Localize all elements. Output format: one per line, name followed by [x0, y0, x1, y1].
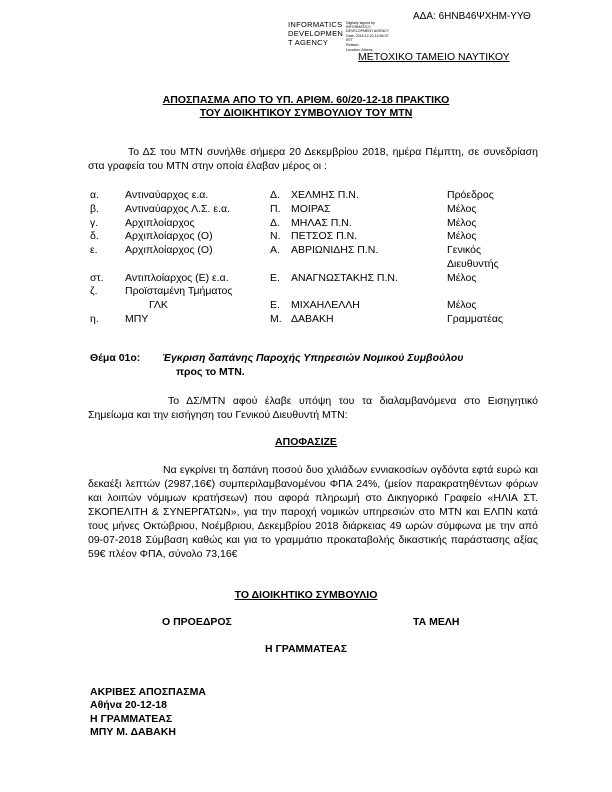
stamp-fine-print: Reason: — [346, 43, 360, 47]
member-rank: Αντιναύαρχος ε.α. — [125, 189, 209, 201]
member-name: ΑΝΑΓΝΩΣΤΑΚΗΣ Π.Ν. — [291, 272, 398, 284]
list-item — [0, 244, 612, 257]
member-name: ΔΑΒΑΚΗ — [291, 313, 334, 325]
org-name: ΜΕΤΟΧΙΚΟ ΤΑΜΕΙΟ ΝΑΥΤΙΚΟΥ — [358, 51, 510, 63]
member-initial: Μ. — [270, 313, 282, 325]
decides-heading: ΑΠΟΦΑΣΙΖΕ — [275, 436, 337, 448]
member-initial: Δ. — [270, 189, 280, 201]
member-initial: Ν. — [270, 230, 281, 242]
stamp-fine-print: INFORMATICS — [346, 25, 371, 29]
member-role: Μέλος — [447, 299, 477, 311]
document-title-line1: ΑΠΟΣΠΑΣΜΑ ΑΠΟ ΤΟ ΥΠ. ΑΡΙΘΜ. 60/20-12-18 ΠΡΑΚΤΙΚΟ — [162, 94, 450, 106]
intro-paragraph: Το ΔΣ του ΜΤΝ συνήλθε σήμερα 20 Δεκεμβρίου 2018, ημέρα Πέμπτη, σε συνεδρίαση στα γραφεία του ΜΤΝ στην οποία έλαβαν μέρος οι : — [88, 146, 538, 172]
list-item — [0, 299, 612, 312]
member-initial: Ε. — [270, 299, 280, 311]
member-initial: Ε. — [270, 272, 280, 284]
member-name: ΧΕΛΜΗΣ Π.Ν. — [291, 189, 359, 201]
member-name: ΜΗΛΑΣ Π.Ν. — [291, 217, 352, 229]
member-initial: Π. — [270, 203, 281, 215]
member-rank: Προϊσταμένη Τμήματος — [125, 285, 233, 297]
member-name: ΜΟΙΡΑΣ — [291, 203, 331, 215]
member-name: ΑΒΡΙΩΝΙΔΗΣ Π.Ν. — [291, 244, 379, 256]
member-rank: Αρχιπλοίαρχος (Ο) — [125, 230, 213, 242]
list-item — [0, 230, 612, 243]
stamp-fine-print: EET — [346, 38, 353, 42]
member-initial: Α. — [270, 244, 280, 256]
member-rank: Αντιπλοίαρχος (Ε) ε.α. — [125, 272, 229, 284]
member-letter: δ. — [90, 230, 99, 242]
member-role: Μέλος — [447, 230, 477, 242]
consideration-paragraph: Το ΔΣ/ΜΤΝ αφού έλαβε υπόψη του τα διαλαμβανόμενα στο Εισηγητικό Σημείωμα και την εισήγηση του Γενικού Διευθυντή ΜΤΝ: — [88, 395, 538, 421]
stamp-org-line: DEVELOPMEN — [288, 29, 344, 38]
list-item — [0, 285, 612, 298]
member-name: ΠΕΤΣΟΣ Π.Ν. — [291, 230, 358, 242]
subject-line2: προς το ΜΤΝ. — [176, 366, 245, 378]
member-name: ΜΙΧΑΗΛΕΛΛΗ — [291, 299, 360, 311]
footer-line: ΑΚΡΙΒΕΣ ΑΠΟΣΠΑΣΜΑ — [90, 686, 206, 698]
member-letter: ζ. — [90, 285, 98, 297]
footer-line: ΜΠΥ Μ. ΔΑΒΑΚΗ — [90, 726, 176, 738]
decision-paragraph: Να εγκρίνει τη δαπάνη ποσού δυο χιλιάδων εννιακοσίων ογδόντα εφτά ευρώ και δεκαέξι λεπτών (2987,16€) συμπεριλαμβανομένου ΦΠΑ 24%, (μείον παρακρατηθέντων φόρων και λοιπών νόμιμων κρατήσεων) που αφορά πληρωμή στο Δικηγορικό Γραφείο «ΗΛΙΑ ΣΤ. ΣΚΟΠΕΛΙΤΗ & ΣΥΝΕΡΓΑΤΩΝ», για την παροχή νομικών υπηρεσιών στο ΜΤΝ και ΕΛΠΝ κατά τους μήνες Οκτώβριου, Νοέμβριου, Δεκεμβρίου 2018 διάρκειας 49 ωρών σύμφωνα με την από 09-07-2018 Σύμβαση καθώς και για το γραμμάτιο προκαταβολής δικαστικής παράστασης αξίας 59€ πλέον ΦΠΑ, σύνολο 73,16€ — [88, 464, 538, 560]
member-role: Μέλος — [447, 217, 477, 229]
stamp-fine-print: Location: Athens — [346, 48, 373, 52]
member-role: Πρόεδρος — [447, 189, 494, 201]
subject-label: Θέμα 01ο: — [90, 352, 141, 364]
list-item — [0, 189, 612, 202]
member-letter: στ. — [90, 272, 104, 284]
stamp-fine-print: Date: 2018.12.20 14:56:37 — [346, 34, 389, 38]
subject-line1: Έγκριση δαπάνης Παροχής Υπηρεσιών Νομικού Συμβούλου — [162, 352, 464, 364]
member-rank: Αρχιπλοίαρχος — [125, 217, 195, 229]
list-item — [0, 272, 612, 285]
member-letter: α. — [90, 189, 99, 201]
footer-line: Αθήνα 20-12-18 — [90, 699, 167, 711]
member-role: Μέλος — [447, 203, 477, 215]
member-rank: ΜΠΥ — [125, 313, 149, 325]
list-item — [0, 258, 612, 271]
ada-code: ΑΔΑ: 6ΗΝΒ46ΨΧΗΜ-ΥΥΘ — [413, 11, 531, 22]
member-letter: η. — [90, 313, 99, 325]
stamp-org-line: T AGENCY — [288, 38, 329, 47]
member-role: Γραμματέας — [447, 313, 503, 325]
member-letter: β. — [90, 203, 99, 215]
member-initial: Δ. — [270, 217, 280, 229]
member-role: Γενικός — [447, 244, 482, 256]
member-role-continued: Διευθυντής — [447, 258, 499, 270]
list-item — [0, 203, 612, 216]
board-heading: ΤΟ ΔΙΟΙΚΗΤΙΚΟ ΣΥΜΒΟΥΛΙΟ — [234, 589, 378, 601]
stamp-fine-print: Digitally signed by — [346, 21, 375, 25]
footer-line: Η ΓΡΑΜΜΑΤΕΑΣ — [90, 713, 173, 725]
list-item — [0, 313, 612, 326]
stamp-org-line: INFORMATICS — [288, 20, 343, 29]
member-letter: ε. — [90, 244, 98, 256]
member-rank-continued: ΓΛΚ — [149, 299, 168, 311]
document-title-line2: ΤΟΥ ΔΙΟΙΚΗΤΙΚΟΥ ΣΥΜΒΟΥΛΙΟΥ ΤΟΥ ΜΤΝ — [199, 107, 413, 119]
member-role: Μέλος — [447, 272, 477, 284]
president-label: Ο ΠΡΟΕΔΡΟΣ — [162, 616, 232, 628]
secretary-label: Η ΓΡΑΜΜΑΤΕΑΣ — [264, 643, 348, 655]
member-rank: Αρχιπλοίαρχος (Ο) — [125, 244, 213, 256]
member-rank: Αντιναύαρχος Λ.Σ. ε.α. — [125, 203, 230, 215]
signature-stamp — [288, 20, 390, 61]
members-label: ΤΑ ΜΕΛΗ — [413, 616, 460, 628]
list-item — [0, 217, 612, 230]
member-letter: γ. — [90, 217, 99, 229]
stamp-fine-print: DEVELOPMENT AGENCY — [346, 29, 390, 33]
